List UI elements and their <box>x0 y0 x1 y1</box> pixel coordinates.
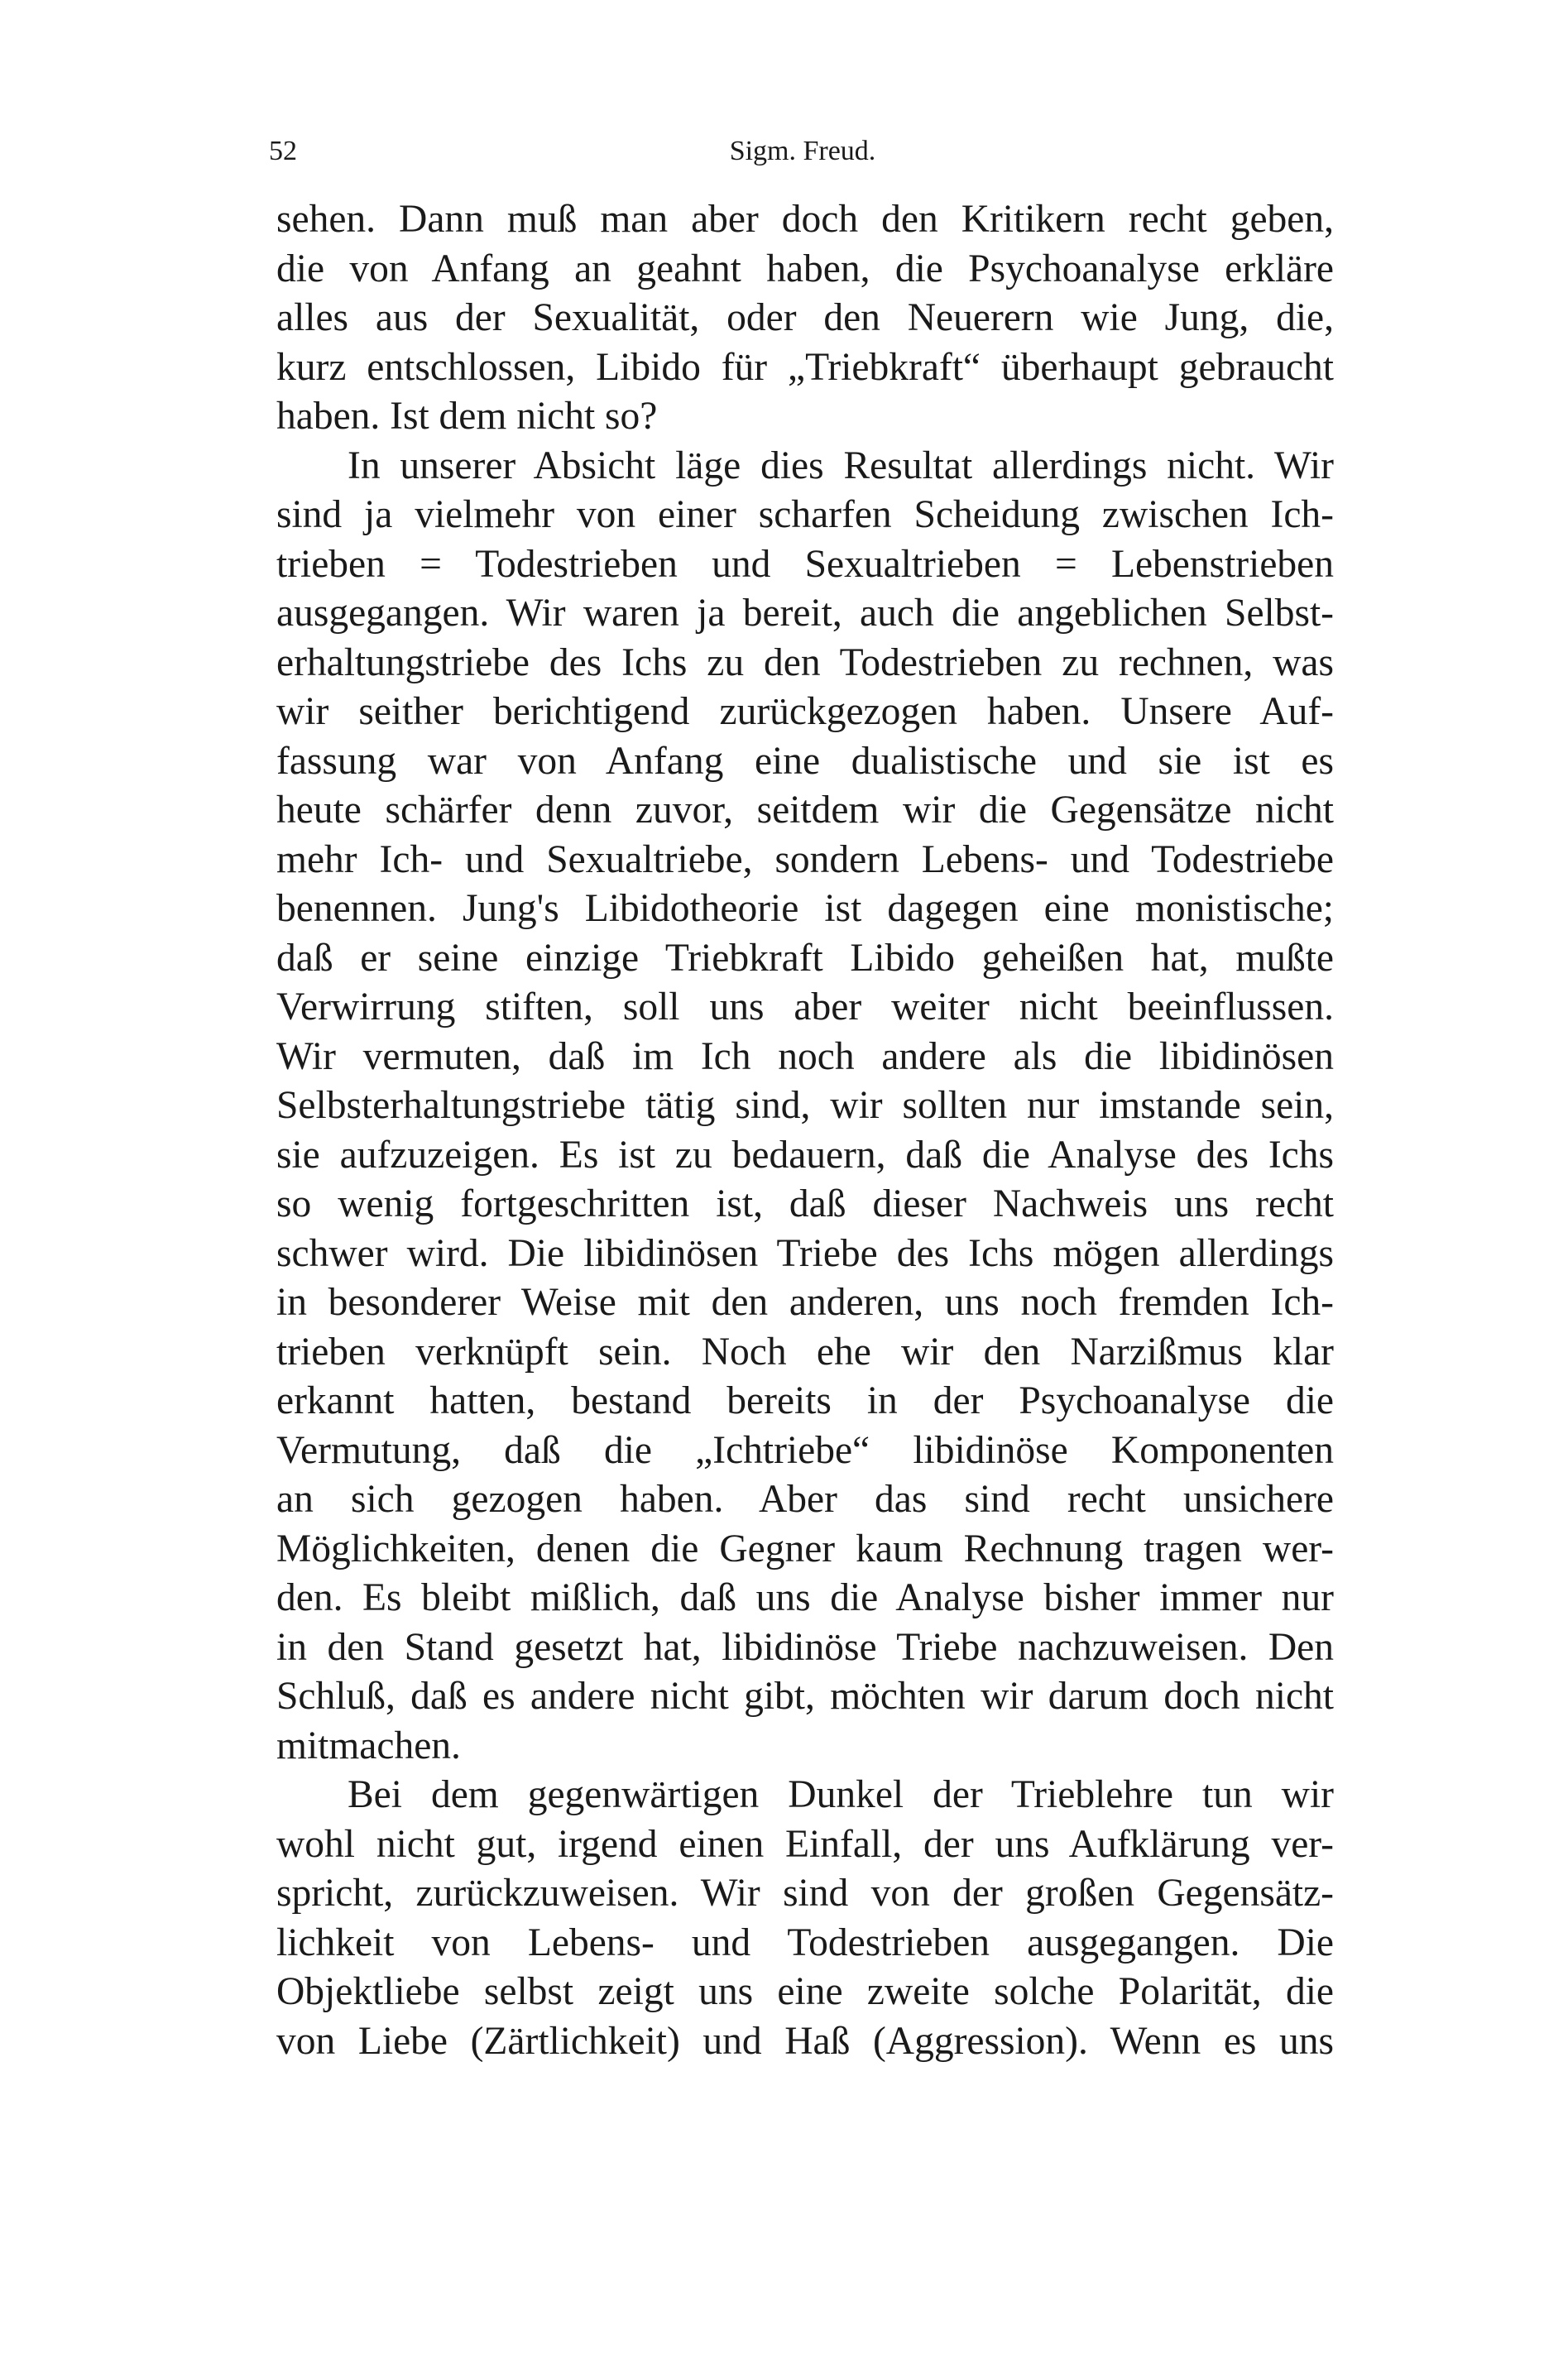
text-line: erkannt hatten, bestand bereits in der Psychoanalyse die <box>276 1379 1334 1422</box>
text-line: Verwirrung stiften, soll uns aber weiter nicht beeinflussen. <box>276 985 1334 1029</box>
running-head <box>269 131 1336 172</box>
text-line: den. Es bleibt mißlich, daß uns die Analyse bisher immer nur <box>276 1576 1334 1619</box>
running-title: Sigm. Freud. <box>729 136 876 166</box>
text-line: Vermutung, daß die „Ichtriebe“ libidinöse Komponenten <box>276 1428 1334 1472</box>
text-line: schwer wird. Die libidinösen Triebe des Ichs mögen allerdings <box>276 1231 1334 1275</box>
text-line: Objektliebe selbst zeigt uns eine zweite solche Polarität, die <box>276 1970 1334 2013</box>
paragraph-start-line: Bei dem gegenwärtigen Dunkel der Trieblehre tun wir <box>348 1773 1334 1816</box>
text-line: mehr Ich- und Sexualtriebe, sondern Lebens- und Todestriebe <box>276 837 1334 881</box>
text-line: in den Stand gesetzt hat, libidinöse Triebe nachzuweisen. Den <box>276 1625 1334 1669</box>
text-line: trieben = Todestrieben und Sexualtrieben = Lebenstrieben <box>276 542 1334 586</box>
text-line: trieben verknüpft sein. Noch ehe wir den Narzißmus klar <box>276 1330 1334 1374</box>
text-line: an sich gezogen haben. Aber das sind recht unsichere <box>276 1478 1334 1521</box>
text-line: mitmachen. <box>276 1724 461 1767</box>
text-line: Wir vermuten, daß im Ich noch andere als die libidinösen <box>276 1034 1334 1078</box>
text-line: sind ja vielmehr von einer scharfen Scheidung zwischen Ich- <box>276 493 1334 536</box>
text-line: heute schärfer denn zuvor, seitdem wir die Gegensätze nicht <box>276 789 1334 832</box>
text-line: ausgegangen. Wir waren ja bereit, auch die angeblichen Selbst- <box>276 592 1334 635</box>
text-line: so wenig fortgeschritten ist, daß dieser Nachweis uns recht <box>276 1182 1334 1225</box>
text-line: spricht, zurückzuweisen. Wir sind von der großen Gegensätz- <box>276 1872 1334 1915</box>
text-line: Möglichkeiten, denen die Gegner kaum Rechnung tragen wer- <box>276 1527 1334 1570</box>
text-line: sie aufzuzeigen. Es ist zu bedauern, daß die Analyse des Ichs <box>276 1133 1334 1177</box>
text-line: von Liebe (Zärtlichkeit) und Haß (Aggression). Wenn es uns <box>276 2019 1334 2063</box>
paragraph-start-line: In unserer Absicht läge dies Resultat allerdings nicht. Wir <box>348 444 1334 487</box>
text-line: haben. Ist dem nicht so? <box>276 395 658 438</box>
text-line: kurz entschlossen, Libido für „Triebkraft“ überhaupt gebraucht <box>276 345 1334 389</box>
text-line: die von Anfang an geahnt haben, die Psychoanalyse erkläre <box>276 247 1334 290</box>
page-number: 52 <box>269 136 297 166</box>
text-line: lichkeit von Lebens- und Todestrieben ausgegangen. Die <box>276 1920 1334 1964</box>
text-line: erhaltungstriebe des Ichs zu den Todestrieben zu rechnen, was <box>276 640 1334 684</box>
text-line: fassung war von Anfang eine dualistische und sie ist es <box>276 739 1334 783</box>
text-line: sehen. Dann muß man aber doch den Kritikern recht geben, <box>276 198 1334 241</box>
text-line: alles aus der Sexualität, oder den Neuerern wie Jung, die, <box>276 296 1334 339</box>
text-line: daß er seine einzige Triebkraft Libido geheißen hat, mußte <box>276 936 1334 980</box>
text-line: benennen. Jung's Libidotheorie ist dagegen eine monistische; <box>276 887 1334 930</box>
text-line: wohl nicht gut, irgend einen Einfall, der uns Aufklärung ver- <box>276 1822 1334 1866</box>
text-line: Schluß, daß es andere nicht gibt, möchten wir darum doch nicht <box>276 1675 1334 1718</box>
text-line: Selbsterhaltungstriebe tätig sind, wir sollten nur imstande sein, <box>276 1084 1334 1127</box>
body-text <box>276 195 1334 2066</box>
text-line: wir seither berichtigend zurückgezogen haben. Unsere Auf- <box>276 690 1334 733</box>
text-line: in besonderer Weise mit den anderen, uns noch fremden Ich- <box>276 1281 1334 1324</box>
